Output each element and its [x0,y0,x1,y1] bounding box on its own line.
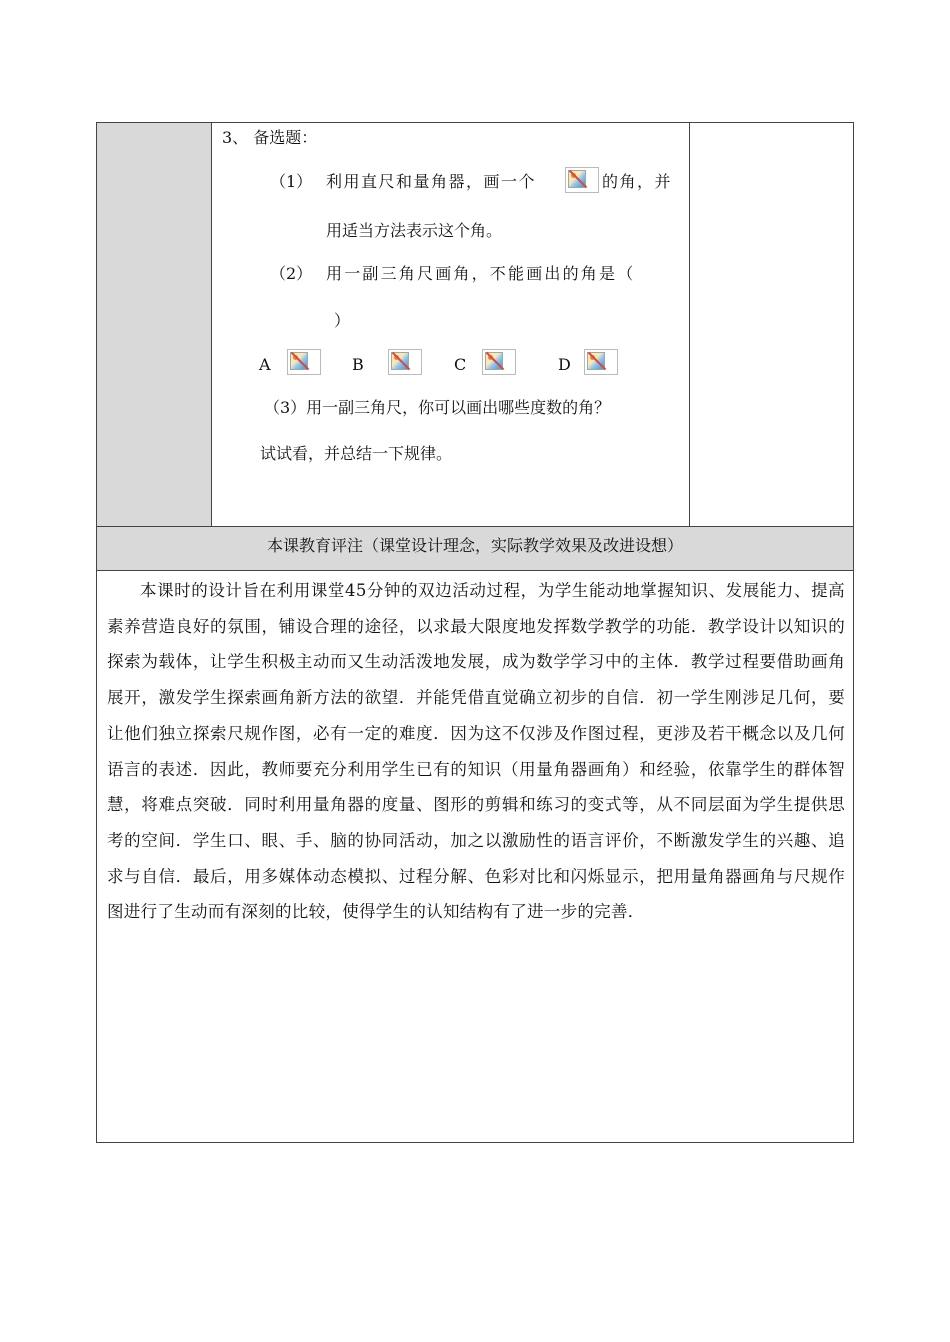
q3-line1: （3）用一副三角尺，你可以画出哪些度数的角？ [264,398,611,417]
option-c-label: C [454,355,467,374]
q2-number: （2） [270,264,313,283]
q2-line2: ） [334,311,351,330]
option-b-image-icon [388,349,422,375]
option-a-image-icon [287,349,321,375]
q1-number: （1） [270,172,313,191]
comment-body-text: 本课时的设计旨在利用课堂45分钟的双边活动过程，为学生能动地掌握知识、发展能力、提高素养营造良好的氛围，铺设合理的途径，以求最大限度地发挥数学教学的功能．教学设计以知识的探索为载体，让学生积极主动而又生动活泼地发展，成为数学学习中的主体．教学过程要借助画角展开，激发学生探索画角新方法的欲望．并能凭借直觉确立初步的自信．初一学生刚涉足几何，要让他们独立探索尺规作图，必有一定的难度．因为这不仅涉及作图过程，更涉及若干概念以及几何语言的表述．因此，教师要充分利用学生已有的知识（用量角器画角）和经验，依靠学生的群体智慧，将难点突破．同时利用量角器的度量、图形的剪辑和练习的变式等，从不同层面为学生提供思考的空间．学生口、眼、手、脑的协同活动，加之以激励性的语言评价，不断激发学生的兴趣、追求与自信．最后，用多媒体动态模拟、过程分解、色彩对比和闪烁显示，把用量角器画角与尺规作图进行了生动而有深刻的比较，使得学生的认知结构有了进一步的完善． [107,581,845,922]
option-d-image-icon [584,349,618,375]
option-d-label: D [558,355,571,374]
option-b-label: B [352,355,364,374]
option-a-label: A [259,355,271,374]
q1-line1-before: 利用直尺和量角器，画一个 [326,172,537,191]
q2-line1: 用一副三角尺画角，不能画出的角是（ [326,264,636,283]
option-c-image-icon [482,349,516,375]
lesson-table [96,122,854,1143]
exercise-row [97,123,853,526]
right-empty-cell [690,123,853,526]
comment-header-text: 本课教育评注（课堂设计理念，实际教学效果及改进设想） [266,536,683,555]
left-empty-cell [97,123,212,526]
q3-line2: 试试看，并总结一下规律。 [260,444,453,463]
exercise-cell [212,123,690,526]
section-title: 3、 备选题： [222,128,318,147]
q1-line2: 用适当方法表示这个角。 [326,221,503,240]
q1-line1-after: 的角，并 [602,172,673,191]
comment-body-cell [97,571,853,1142]
comment-header [97,526,853,571]
angle-image-icon [565,167,599,193]
